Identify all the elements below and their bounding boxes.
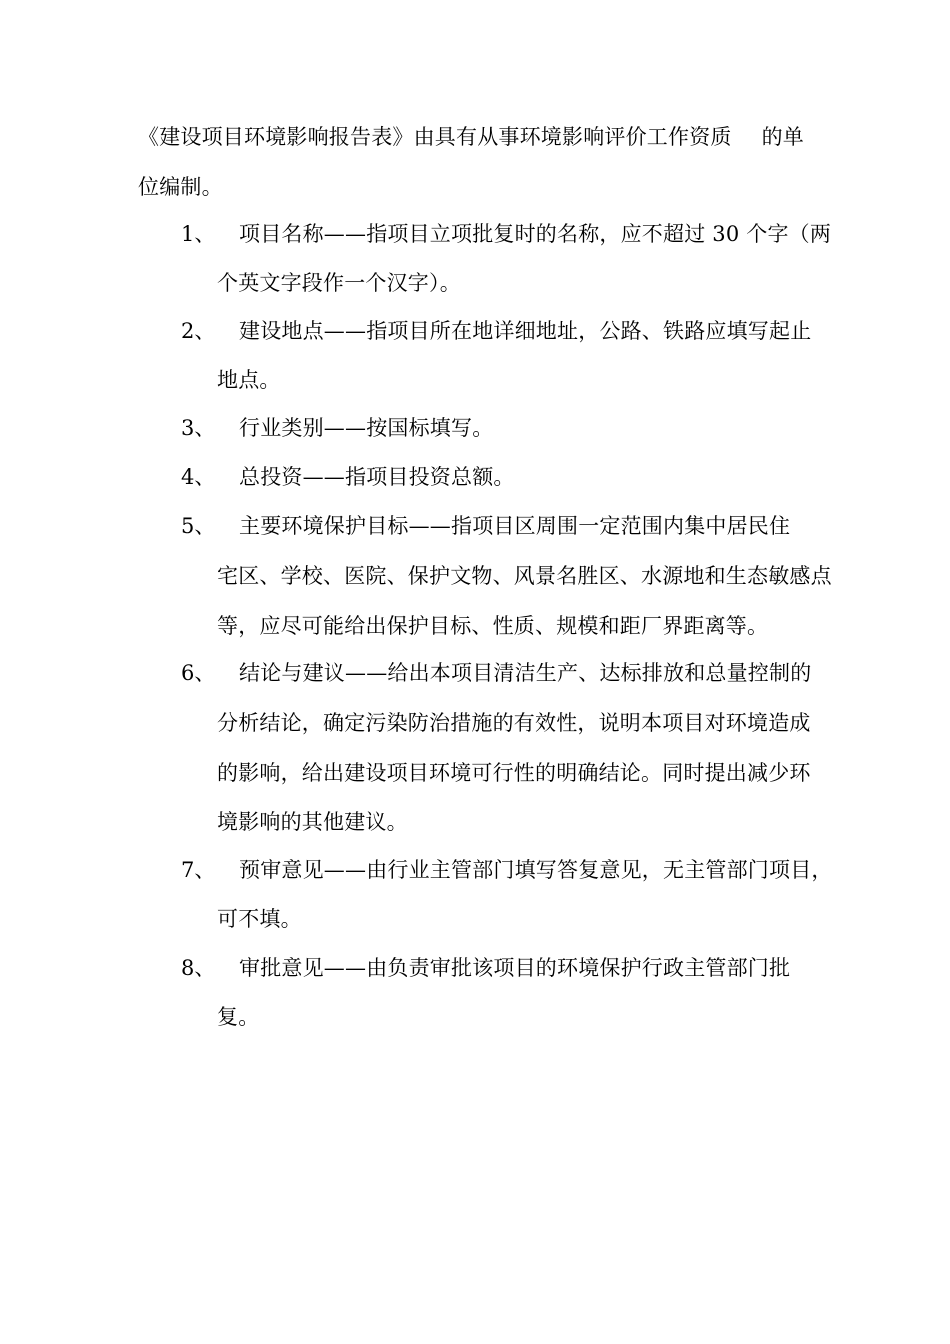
item-number: 4、 [181,465,216,489]
item-text-line: 个英文字段作一个汉字）。 [217,271,461,295]
item-text-line: 宅区、学校、医院、保护文物、风景名胜区、水源地和生态敏感点 [217,564,832,588]
intro-text: 《建设项目环境影响报告表》由具有从事环境影响评价工作资质 [138,125,732,149]
item-text-line: 行业类别——按国标填写。 [239,416,494,440]
item-text-line: 分析结论，确定污染防治措施的有效性，说明本项目对环境造成 [217,711,811,735]
item-text-line: 等，应尽可能给出保护目标、性质、规模和距厂界距离等。 [217,614,769,638]
item-number: 5、 [181,514,216,538]
item-text-line: 复。 [217,1005,260,1029]
intro-text-end: 的单 [761,125,805,149]
item-text-line: 预审意见——由行业主管部门填写答复意见，无主管部门项目， [239,858,833,882]
item-text-line: 总投资——指项目投资总额。 [239,465,515,489]
item-text-line: 项目名称——指项目立项批复时的名称，应不超过 30 个字（两 [239,222,832,246]
item-number: 2、 [181,319,216,343]
item-text-line: 地点。 [217,368,281,392]
item-text-line: 结论与建议——给出本项目清洁生产、达标排放和总量控制的 [239,661,812,685]
item-number: 8、 [181,956,216,980]
item-number: 1、 [181,222,216,246]
item-number: 6、 [181,661,216,685]
item-text-line: 审批意见——由负责审批该项目的环境保护行政主管部门批 [239,956,791,980]
intro-line-2: 位编制。 [138,175,223,199]
item-text-line: 主要环境保护目标——指项目区周围一定范围内集中居民住 [239,514,791,538]
item-number: 3、 [181,416,216,440]
item-text-line: 可不填。 [217,907,302,931]
item-text-line: 的影响，给出建设项目环境可行性的明确结论。同时提出减少环 [217,761,811,785]
intro-line-1 [138,122,804,152]
item-text-line: 境影响的其他建议。 [217,810,408,834]
item-number: 7、 [181,858,216,882]
item-text-line: 建设地点——指项目所在地详细地址，公路、铁路应填写起止 [239,319,812,343]
